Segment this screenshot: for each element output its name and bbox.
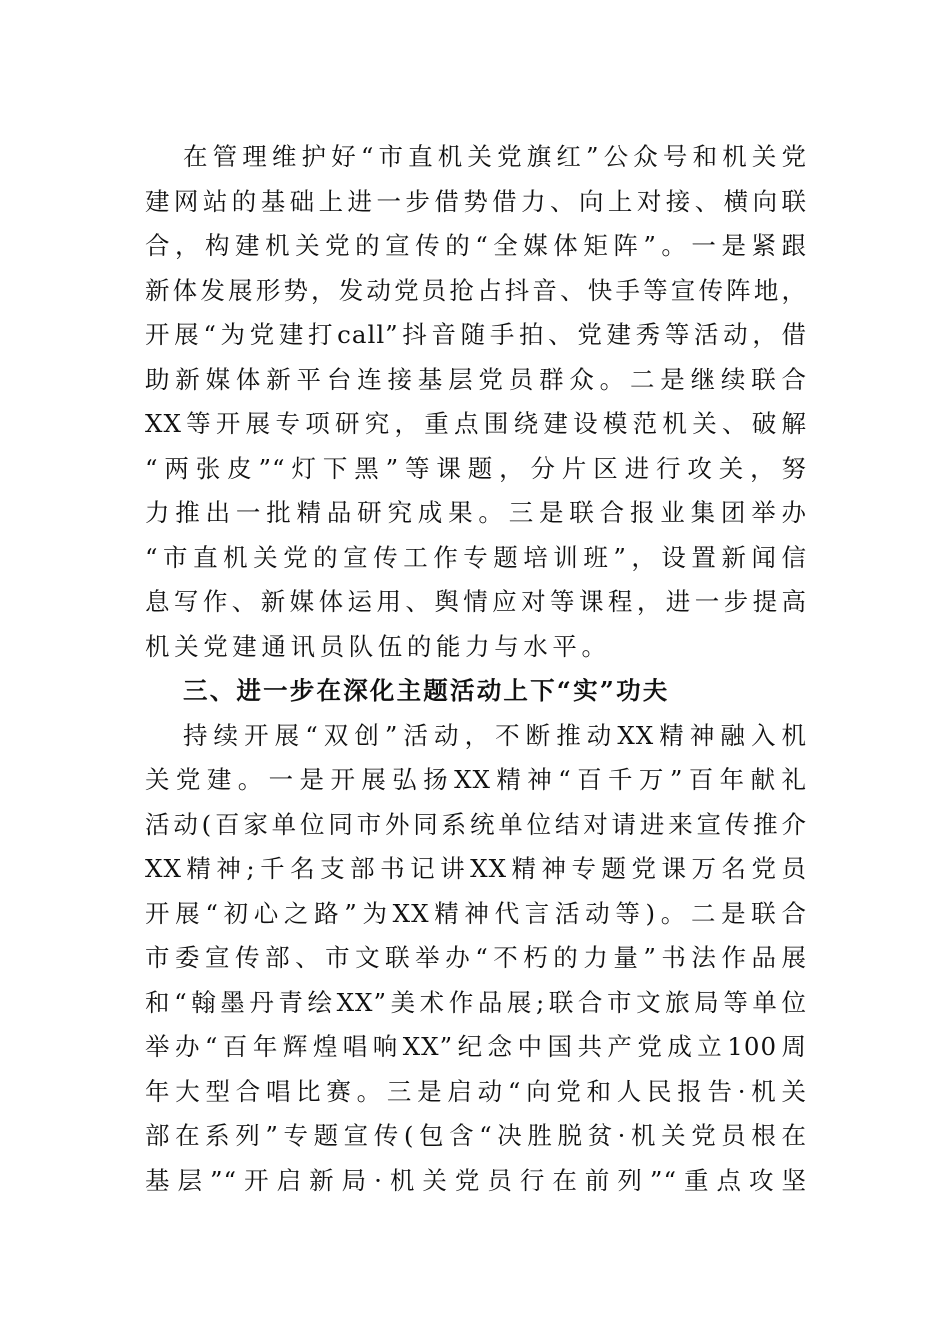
paragraph-2-line-3: 活动(百家单位同市外同系统单位结对请进来宣传推介 bbox=[145, 810, 807, 839]
paragraph-2-line-6: 市委宣传部、市文联举办“不朽的力量”书法作品展 bbox=[145, 943, 807, 972]
paragraph-1-line-2: 建网站的基础上进一步借势借力、向上对接、横向联 bbox=[145, 187, 807, 216]
section-heading: 三、进一步在深化主题活动上下“实”功夫 bbox=[183, 676, 670, 705]
paragraph-2-line-1: 持续开展“双创”活动，不断推动XX精神融入机 bbox=[183, 721, 807, 750]
paragraph-2-line-7: 和“翰墨丹青绘XX”美术作品展;联合市文旅局等单位 bbox=[145, 988, 807, 1017]
paragraph-1-line-11: 息写作、新媒体运用、舆情应对等课程，进一步提高 bbox=[145, 587, 807, 616]
paragraph-1-line-8: “两张皮”“灯下黑”等课题，分片区进行攻关，努 bbox=[145, 454, 807, 483]
paragraph-1-line-6: 助新媒体新平台连接基层党员群众。二是继续联合 bbox=[145, 365, 807, 394]
paragraph-2-line-8: 举办“百年辉煌唱响XX”纪念中国共产党成立100周 bbox=[145, 1032, 807, 1061]
paragraph-1-line-10: “市直机关党的宣传工作专题培训班”，设置新闻信 bbox=[145, 543, 807, 572]
paragraph-1-line-1: 在管理维护好“市直机关党旗红”公众号和机关党 bbox=[183, 142, 807, 171]
paragraph-1-line-5: 开展“为党建打call”抖音随手拍、党建秀等活动，借 bbox=[145, 320, 807, 349]
paragraph-1-line-9: 力推出一批精品研究成果。三是联合报业集团举办 bbox=[145, 498, 807, 527]
paragraph-2-line-9: 年大型合唱比赛。三是启动“向党和人民报告·机关 bbox=[145, 1077, 807, 1106]
paragraph-1-line-12: 机关党建通讯员队伍的能力与水平。 bbox=[145, 632, 611, 661]
paragraph-2-line-10: 部在系列”专题宣传(包含“决胜脱贫·机关党员根在 bbox=[145, 1121, 807, 1150]
paragraph-2-line-2: 关党建。一是开展弘扬XX精神“百千万”百年献礼 bbox=[145, 765, 807, 794]
paragraph-2-line-11: 基层”“开启新局·机关党员行在前列”“重点攻坚 bbox=[145, 1166, 807, 1195]
paragraph-2-line-4: XX精神;千名支部书记讲XX精神专题党课万名党员 bbox=[145, 854, 807, 883]
paragraph-1-line-7: XX等开展专项研究，重点围绕建设模范机关、破解 bbox=[145, 409, 807, 438]
paragraph-1-line-3: 合，构建机关党的宣传的“全媒体矩阵”。一是紧跟 bbox=[145, 231, 807, 260]
paragraph-1-line-4: 新体发展形势，发动党员抢占抖音、快手等宣传阵地， bbox=[145, 276, 807, 305]
paragraph-2-line-5: 开展“初心之路”为XX精神代言活动等)。二是联合 bbox=[145, 899, 807, 928]
